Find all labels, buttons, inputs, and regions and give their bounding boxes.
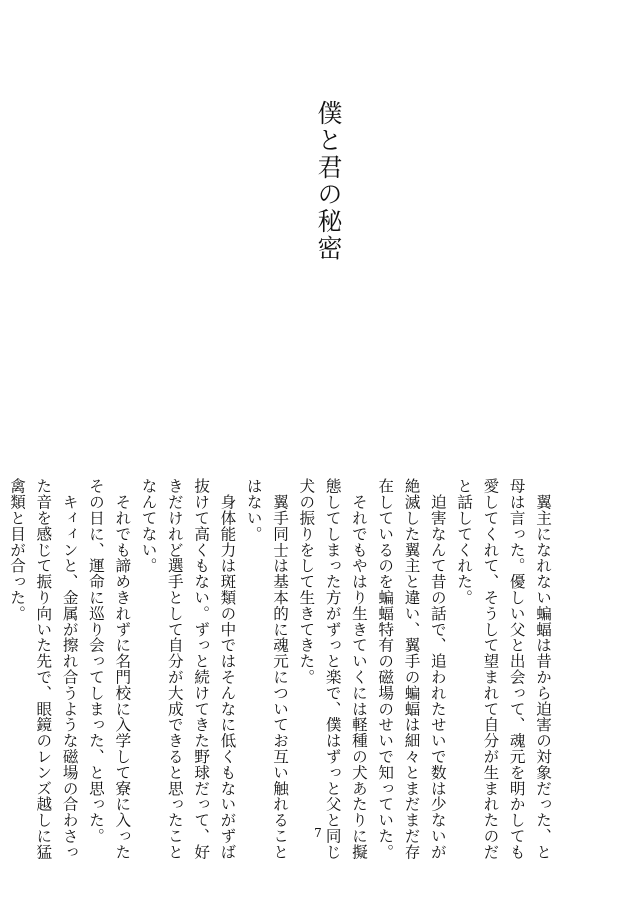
text-line: きだけれど選手として自分が大成できると思ったこと — [165, 478, 184, 860]
text-line: 母は言った。優しい父と出会って、魂元を明かしても — [507, 478, 526, 860]
text-line: キィィンと、金属が擦れ合うような磁場の合わさっ — [60, 478, 79, 860]
text-line: 犬の振りをして生きてきた。 — [297, 478, 316, 685]
body-text — [8, 478, 556, 860]
text-line: それでも諦めきれずに名門校に入学して寮に入った — [113, 478, 132, 860]
text-line: 抜けて高くもない。ずっと続けてきた野球だって、好 — [192, 478, 211, 860]
text-line: 禽類と目が合った。 — [8, 478, 27, 622]
text-line: 態してしまった方がずっと楽で、僕はずっと父と同じ — [323, 478, 342, 860]
text-line: なんてない。 — [139, 478, 158, 574]
text-line: 身体能力は斑類の中ではそんなに低くもないがずば — [218, 478, 237, 860]
text-line: 愛してくれて、そうして望まれて自分が生まれたのだ — [481, 478, 500, 860]
text-line: 絶滅した翼主と違い、翼手の蝙蝠は細々とまだまだ存 — [402, 478, 421, 860]
page-number: 7 — [314, 826, 322, 840]
text-line: た音を感じて振り向いた先で、眼鏡のレンズ越しに猛 — [34, 478, 53, 860]
text-line: と話してくれた。 — [455, 478, 474, 606]
text-line: 迫害なんて昔の話で、追われたせいで数は少ないが — [428, 478, 447, 860]
text-line: それでもやはり生きていくには軽種の犬あたりに擬 — [349, 478, 368, 860]
text-line: 在しているのを蝙蝠特有の磁場のせいで知っていた。 — [376, 478, 395, 860]
text-line: 翼手同士は基本的に魂元についてお互い触れること — [271, 478, 290, 860]
chapter-title: 僕と君の秘密 — [314, 100, 343, 262]
text-line: はない。 — [244, 478, 263, 542]
text-line: その日に、運命に巡り会ってしまった、と思った。 — [86, 478, 105, 844]
text-line: 翼主になれない蝙蝠は昔から迫害の対象だった、と — [534, 478, 552, 860]
